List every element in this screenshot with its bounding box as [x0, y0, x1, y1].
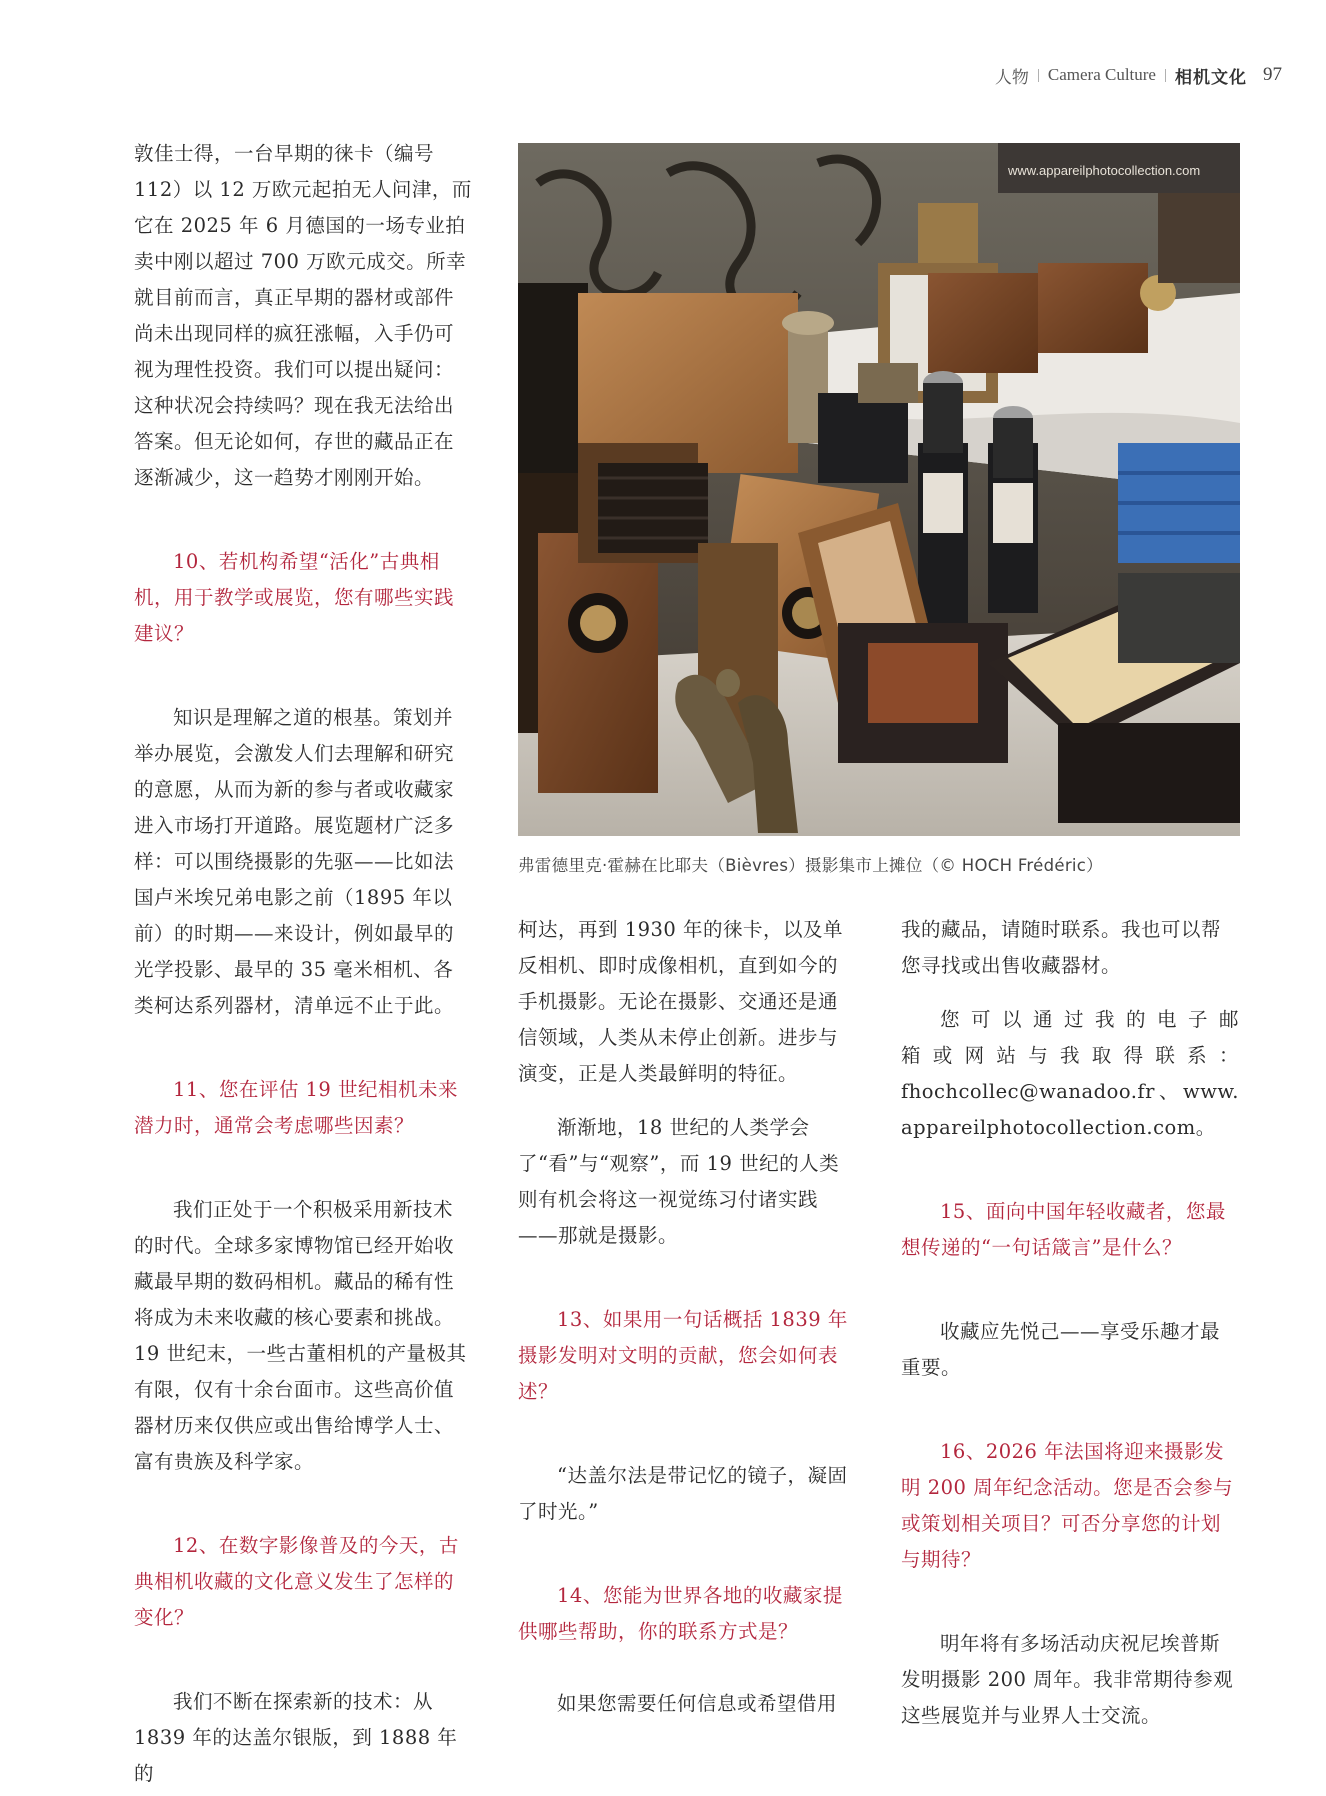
paragraph: 敦佳士得，一台早期的徕卡（编号 112）以 12 万欧元起拍无人问津，而它在 2025 年 6 月德国的一场专业拍卖中刚以超过 700 万欧元成交。所幸就目前而言，真正早期的器材或部件尚未出现同样的疯狂涨幅，入手仍可视为理性投资。我们可以提出疑问：这种状况会持续吗？现在我无法给出答案。但无论如何，存世的藏品正在逐渐减少，这一趋势才刚刚开始。 [134, 142, 472, 489]
answer-14: 如果您需要任何信息或希望借用 [557, 1692, 838, 1715]
question-10: 10、若机构希望“活化”古典相机，用于教学或展览，您有哪些实践建议？ [134, 550, 455, 645]
header-separator: | [1036, 66, 1040, 83]
question-13: 13、如果用一句话概括 1839 年摄影发明对文明的贡献，您会如何表述？ [518, 1308, 848, 1403]
website-sign: www.appareilphotocollection.com [1008, 163, 1201, 178]
question-11: 11、您在评估 19 世纪相机未来潜力时，通常会考虑哪些因素？ [134, 1078, 459, 1137]
text-column-1 [134, 136, 472, 1792]
email-address: fhochcollec@wanadoo.fr、www. [901, 1080, 1239, 1103]
contact-paragraph [901, 1002, 1239, 1146]
answer-15: 收藏应先悦己——享受乐趣才最重要。 [901, 1320, 1221, 1379]
answer-13: “达盖尔法是带记忆的镜子，凝固了时光。” [518, 1464, 848, 1523]
question-16: 16、2026 年法国将迎来摄影发明 200 周年纪念活动。您是否会参与或策划相关项目？可否分享您的计划与期待？ [901, 1440, 1234, 1571]
section-label: 人物 [994, 67, 1029, 87]
answer-16: 明年将有多场活动庆祝尼埃普斯发明摄影 200 周年。我非常期待参观这些展览并与业界人士交流。 [901, 1632, 1234, 1727]
question-15: 15、面向中国年轻收藏者，您最想传递的“一句话箴言”是什么？ [901, 1200, 1226, 1259]
english-section-label: Camera Culture [1047, 65, 1156, 84]
answer-12-paragraph-2: 渐渐地，18 世纪的人类学会了“看”与“观察”，而 19 世纪的人类则有机会将这一视觉练习付诸实践——那就是摄影。 [518, 1116, 840, 1247]
photo-caption: 弗雷德里克·霍赫在比耶夫（Bièvres）摄影集市上摊位（© HOCH Frédéric） [518, 856, 1103, 875]
answer-10: 知识是理解之道的根基。策划并举办展览，会激发人们去理解和研究的意愿，从而为新的参与者或收藏家进入市场打开道路。展览题材广泛多样：可以围绕摄影的先驱——比如法国卢米埃兄弟电影之前（1895 年以前）的时期——来设计，例如最早的光学投影、最早的 35 毫米相机、各类柯达系列器材，清单远不止于此。 [134, 706, 455, 1017]
flea-market-stall-photo [518, 143, 1240, 836]
answer-14-continued: 我的藏品，请随时联系。我也可以帮您寻找或出售收藏器材。 [901, 918, 1222, 977]
contact-line: 您可以通过我的电子邮 [940, 1008, 1239, 1031]
text-column-2 [518, 912, 856, 1722]
contact-line: 箱或网站与我取得联系： [901, 1044, 1239, 1067]
answer-11: 我们正处于一个积极采用新技术的时代。全球多家博物馆已经开始收藏最早期的数码相机。藏品的稀有性将成为未来收藏的核心要素和挑战。19 世纪末，一些古董相机的产量极其有限，仅有十余台面市。这些高价值器材历来仅供应或出售给博学人士、富有贵族及科学家。 [134, 1198, 467, 1473]
question-12: 12、在数字影像普及的今天，古典相机收藏的文化意义发生了怎样的变化？ [134, 1534, 459, 1629]
text-column-3 [901, 912, 1239, 1734]
question-14: 14、您能为世界各地的收藏家提供哪些帮助，你的联系方式是？ [518, 1584, 843, 1643]
page-number: 97 [1263, 64, 1282, 85]
website-address: appareilphotocollection.com。 [901, 1116, 1216, 1139]
running-header [995, 62, 1282, 88]
answer-12: 我们不断在探索新的技术：从 1839 年的达盖尔银版，到 1888 年的 [134, 1690, 458, 1785]
answer-12-continued: 柯达，再到 1930 年的徕卡，以及单反相机、即时成像相机，直到如今的手机摄影。无论在摄影、交通还是通信领域，人类从未停止创新。进步与演变，正是人类最鲜明的特征。 [518, 918, 844, 1085]
header-separator: | [1163, 66, 1167, 83]
magazine-logo: 相机文化 [1175, 67, 1247, 88]
